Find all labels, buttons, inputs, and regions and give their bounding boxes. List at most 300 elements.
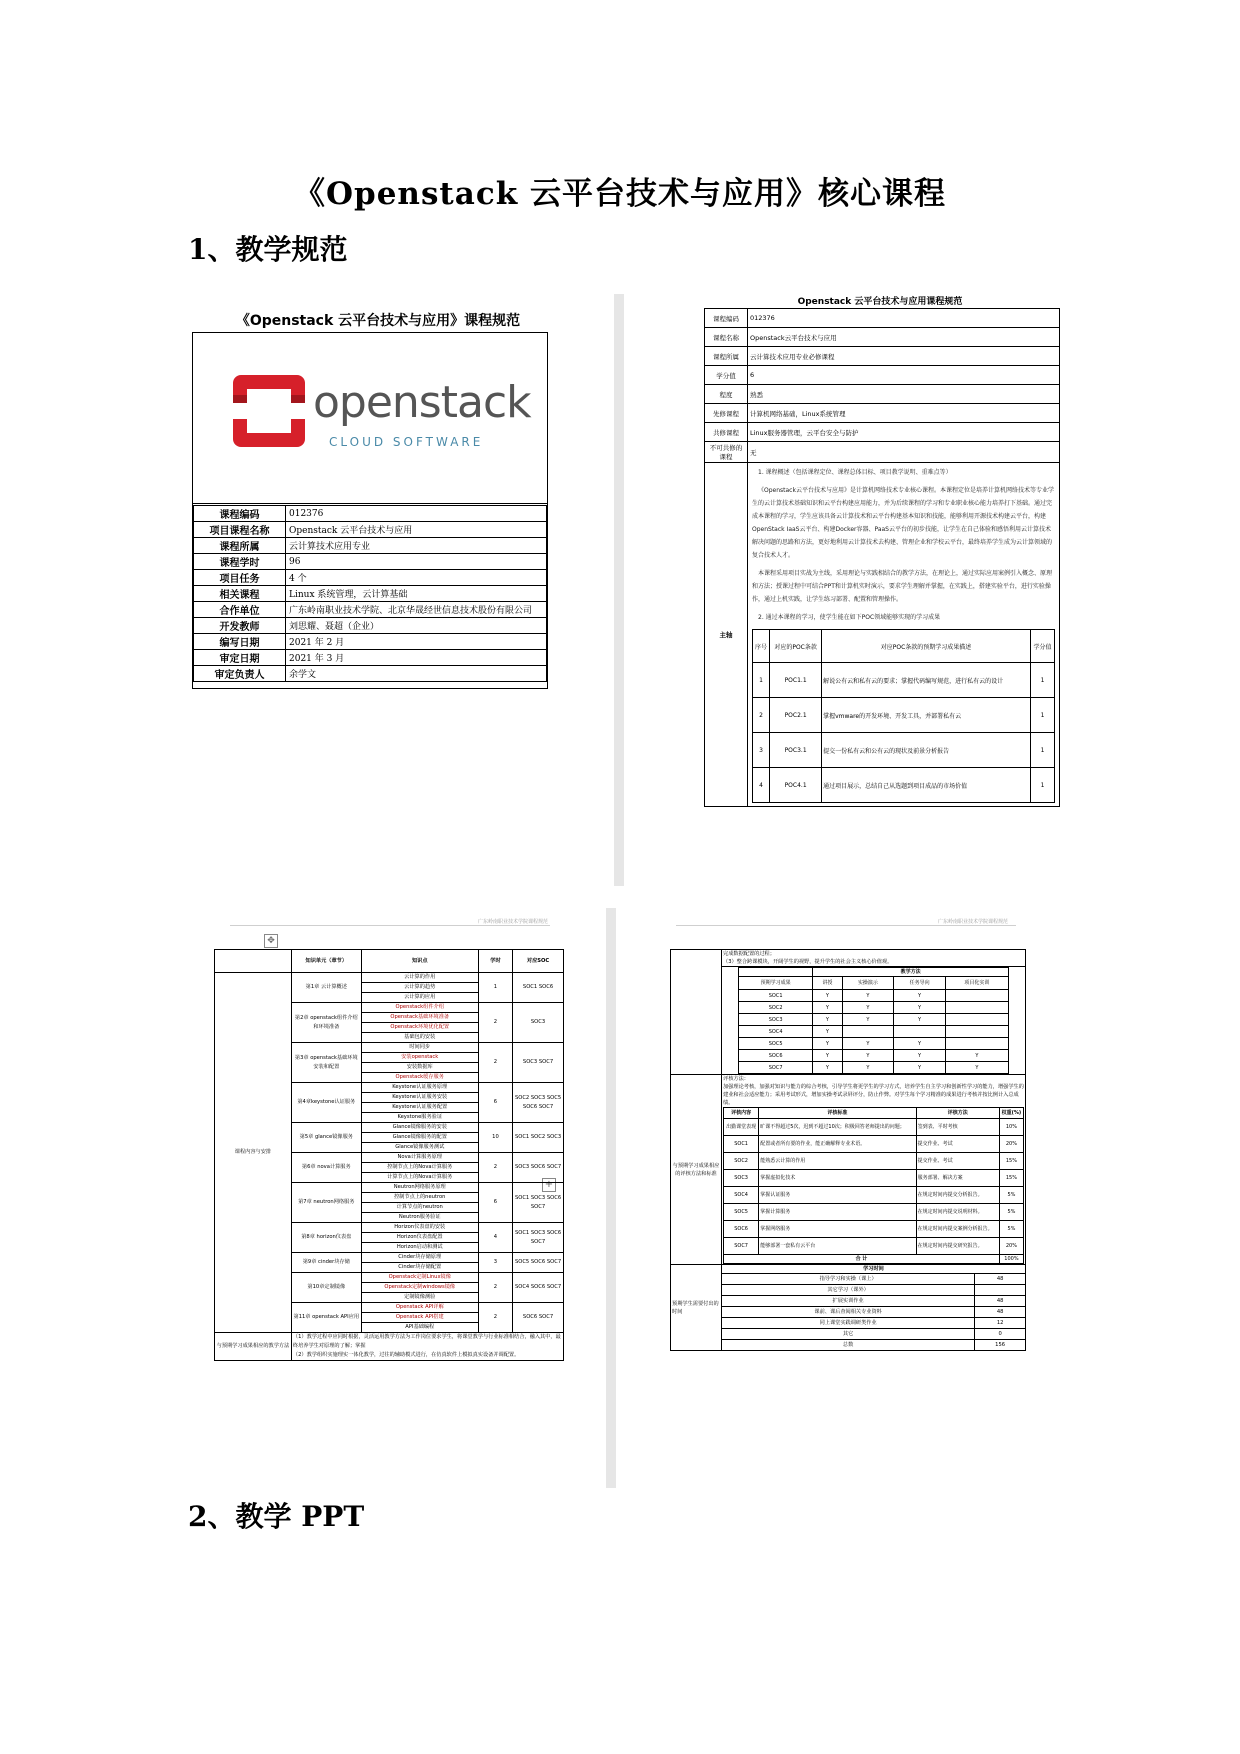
- spec-main-body: [748, 463, 1060, 807]
- spec-value: Linux服务器管理，云平台安全与防护: [748, 423, 1060, 442]
- eval-head-cell: 评核标准: [759, 1108, 916, 1119]
- top-text-line: 完成数据配置的过程；: [723, 951, 775, 957]
- method-data-cell: [945, 1014, 1008, 1026]
- method-data-cell: Y: [813, 1038, 842, 1050]
- spec-row: [705, 385, 1060, 404]
- method-data-cell: Y: [813, 1014, 842, 1026]
- method-data-cell: [842, 1026, 894, 1038]
- schedule-point: Horizon仪表盘的安装: [361, 1223, 478, 1233]
- schedule-point: API基础编程: [361, 1323, 478, 1333]
- eval-data-cell: 5%: [999, 1187, 1023, 1204]
- schedule-point: 云计算的趋势: [361, 983, 478, 993]
- schedule-soc: SOC1 SOC6: [513, 973, 564, 1003]
- spec-main-label: 主轴: [705, 463, 748, 807]
- study-row: [671, 1329, 1026, 1340]
- schedule-hours: 6: [478, 1183, 512, 1223]
- poc-cell: POC1.1: [770, 663, 822, 698]
- method-data-cell: Y: [894, 990, 946, 1002]
- method-data-cell: Y: [842, 1002, 894, 1014]
- study-hours: 156: [975, 1340, 1026, 1351]
- eval-data-cell: 能够部署一套私有云平台: [759, 1238, 916, 1255]
- eval-data-cell: 在规定时间内提交案例分析报告。: [916, 1221, 999, 1238]
- schedule-point: 云计算的应用: [361, 993, 478, 1003]
- eval-data-cell: 5%: [999, 1204, 1023, 1221]
- method-title-row: [739, 968, 1009, 977]
- poc-head-row: [753, 630, 1055, 663]
- spec-row: [705, 423, 1060, 442]
- schedule-unit: 第3章 openstack基础环境安装和配置: [291, 1043, 361, 1083]
- doc3-schedule-image: [212, 915, 568, 1475]
- meta-value: 广东岭南职业技术学院、北京华晟经世信息技术股份有限公司: [286, 602, 547, 618]
- spec-row: [705, 442, 1060, 463]
- method-data-cell: Y: [894, 1062, 946, 1074]
- openstack-logo-text: openstack: [313, 377, 531, 428]
- schedule-hours: 3: [478, 1253, 512, 1273]
- eval-text: 加强理论考核，加强对知识与能力的综合考核，引导学生将更学生的学习方式，培养学生自主学习和创新性学习的能力，增强学生的建业和社会适应能力；采用考试形式，增加实操考试录屏评分，防止作弊。对学生每个学习精准的成果进行考核并按比例计入总成绩。: [723, 1084, 1024, 1106]
- study-hours: 0: [975, 1329, 1026, 1340]
- doc4-assessment-table: [670, 949, 1026, 1351]
- meta-row: [194, 570, 547, 586]
- method-data-cell: [945, 1002, 1008, 1014]
- method-table: [738, 967, 1009, 1074]
- eval-data-row: [724, 1187, 1024, 1204]
- schedule-point: 控制节点上的Nova计算服务: [361, 1163, 478, 1173]
- schedule-point: Keystone认证服务原理: [361, 1083, 478, 1093]
- meta-value: 余学文: [286, 666, 547, 682]
- method-head-cell: 项目化实训: [945, 977, 1008, 990]
- method-data-cell: [945, 1038, 1008, 1050]
- meta-row: [194, 650, 547, 666]
- schedule-point: Neutron服务验证: [361, 1213, 478, 1223]
- method-data-cell: SOC6: [739, 1050, 813, 1062]
- study-item: 同上课堂实践调研类作业: [722, 1318, 975, 1329]
- eval-table: [723, 1107, 1024, 1264]
- poc-cell: 1: [1030, 663, 1054, 698]
- method-data-cell: SOC2: [739, 1002, 813, 1014]
- doc1-meta-table: [193, 505, 547, 682]
- study-hours: 12: [975, 1318, 1026, 1329]
- meta-key: 审定日期: [194, 650, 286, 666]
- spec-key: 共修课程: [705, 423, 748, 442]
- study-row: [671, 1285, 1026, 1296]
- spec-value: Openstack云平台技术与应用: [748, 328, 1060, 347]
- schedule-point: 控制节点上的neutron: [361, 1193, 478, 1203]
- schedule-unit: 第11章 openstack API应用: [291, 1303, 361, 1333]
- schedule-point: Openstack API搭建: [361, 1313, 478, 1323]
- meta-key: 课程所属: [194, 538, 286, 554]
- meta-key: 课程编码: [194, 506, 286, 522]
- spec-paragraph: 2. 通过本课程的学习，使学生能在如下POC领域能够实现的学习成果: [758, 614, 941, 621]
- poc-cell: 4: [753, 768, 770, 803]
- eval-data-cell: 签到表、平时考核: [916, 1119, 999, 1136]
- study-item: 指导学习和实操（课上）: [722, 1274, 975, 1285]
- meta-key: 项目任务: [194, 570, 286, 586]
- schedule-point: 云计算的作用: [361, 973, 478, 983]
- spec-value: 012376: [748, 309, 1060, 328]
- method-data-cell: SOC4: [739, 1026, 813, 1038]
- method-data-cell: SOC3: [739, 1014, 813, 1026]
- poc-cell: 1: [1030, 698, 1054, 733]
- study-hours: 48: [975, 1307, 1026, 1318]
- schedule-side-label: 课程内容与安排: [215, 973, 292, 1333]
- doc2-spec-table: [704, 308, 1060, 807]
- study-side-label: 预期学生需要付出的时间: [671, 1265, 722, 1351]
- top-text-line: （3）整合跨课模块，开阔学生的视野，提升学生的社会主义核心价值观。: [723, 959, 893, 965]
- schedule-soc: SOC1 SOC3 SOC6 SOC7: [513, 1183, 564, 1223]
- header-rule: [676, 925, 1016, 926]
- eval-data-row: [724, 1153, 1024, 1170]
- schedule-unit: 第2章 openstack组件介绍和环境准备: [291, 1003, 361, 1043]
- study-item: 课前、课后查阅相关专业资料: [722, 1307, 975, 1318]
- poc-cell: POC4.1: [770, 768, 822, 803]
- poc-head-cell: 对应的POC条款: [770, 630, 822, 663]
- eval-data-row: [724, 1204, 1024, 1221]
- meta-key: 课程学时: [194, 554, 286, 570]
- method-data-cell: Y: [813, 1062, 842, 1074]
- schedule-point: 定制镜像测验: [361, 1293, 478, 1303]
- schedule-soc: SOC1 SOC2 SOC3: [513, 1123, 564, 1153]
- schedule-unit: 第10章定制镜像: [291, 1273, 361, 1303]
- schedule-point: 时间同步: [361, 1043, 478, 1053]
- spec-value: 无: [748, 442, 1060, 463]
- meta-key: 开发教师: [194, 618, 286, 634]
- schedule-foot-label: 与预期学习成果相应的教学方法: [215, 1333, 292, 1361]
- schedule-hours: 4: [478, 1223, 512, 1253]
- doc3-schedule-table: [214, 949, 564, 1361]
- study-item: 总数: [722, 1340, 975, 1351]
- schedule-point: Keystone认证服务配置: [361, 1103, 478, 1113]
- method-data-row: [739, 1014, 1009, 1026]
- eval-data-cell: 20%: [999, 1238, 1023, 1255]
- schedule-foot-row: [215, 1333, 564, 1361]
- top-text-row: [671, 950, 1026, 967]
- doc1-title: 《Openstack 云平台技术与应用》课程规范: [235, 313, 521, 329]
- poc-row: [753, 663, 1055, 698]
- eval-row: [671, 1075, 1026, 1265]
- schedule-hours: 10: [478, 1123, 512, 1153]
- schedule-hours: 2: [478, 1273, 512, 1303]
- method-data-row: [739, 1050, 1009, 1062]
- method-data-cell: Y: [813, 1002, 842, 1014]
- doc1-box: [192, 332, 548, 689]
- schedule-hours: 1: [478, 973, 512, 1003]
- schedule-unit: 第6章 nova计算服务: [291, 1153, 361, 1183]
- method-data-cell: Y: [842, 1014, 894, 1026]
- blank-cell: [739, 968, 813, 977]
- method-data-row: [739, 1038, 1009, 1050]
- method-head-cell: 讲授: [813, 977, 842, 990]
- doc3-header-note: 广东岭南职业技术学院课程规范: [477, 919, 548, 925]
- study-title: 学习时间: [722, 1265, 1026, 1274]
- eval-data-cell: 在规定时间内提交分析报告。: [916, 1187, 999, 1204]
- method-data-cell: Y: [813, 990, 842, 1002]
- study-item: 其它: [722, 1329, 975, 1340]
- study-item: 其它学习（课外）: [722, 1285, 975, 1296]
- schedule-point: Nova计算服务原理: [361, 1153, 478, 1163]
- poc-cell: 2: [753, 698, 770, 733]
- method-data-cell: SOC7: [739, 1062, 813, 1074]
- schedule-point: Openstack定制windows镜像: [361, 1283, 478, 1293]
- poc-cell: 解说公有云和私有云的要求；掌握代码编写规范，进行私有云的设计: [822, 663, 1031, 698]
- method-head-row: [739, 977, 1009, 990]
- meta-value: 云计算技术应用专业: [286, 538, 547, 554]
- eval-data-cell: 提交作业、考试: [916, 1153, 999, 1170]
- study-row: [671, 1340, 1026, 1351]
- eval-data-cell: 掌握网络服务: [759, 1221, 916, 1238]
- spec-value: 计算机网络基础，Linux系统管理: [748, 404, 1060, 423]
- poc-cell: 掌握vmware的开发环境、开发工具，并部署私有云: [822, 698, 1031, 733]
- method-data-cell: Y: [894, 1050, 946, 1062]
- study-hours: 48: [975, 1274, 1026, 1285]
- method-data-row: [739, 1062, 1009, 1074]
- eval-data-cell: 掌握计算服务: [759, 1204, 916, 1221]
- meta-value: 012376: [286, 506, 547, 522]
- meta-key: 审定负责人: [194, 666, 286, 682]
- schedule-head-cell: 知识点: [361, 950, 478, 973]
- study-hours: [975, 1285, 1026, 1296]
- method-data-cell: Y: [813, 1026, 842, 1038]
- schedule-point: Openstack定制Linux镜像: [361, 1273, 478, 1283]
- poc-cell: 通过项目展示，总结自己从选题到项目成品的市场价值: [822, 768, 1031, 803]
- method-title: 教学方法: [813, 968, 1009, 977]
- eval-data-cell: 20%: [999, 1136, 1023, 1153]
- schedule-soc: SOC5 SOC6 SOC7: [513, 1253, 564, 1273]
- openstack-logo-area: [193, 333, 547, 504]
- schedule-foot-body: [291, 1333, 563, 1361]
- eval-data-cell: SOC2: [724, 1153, 759, 1170]
- method-data-cell: Y: [894, 1002, 946, 1014]
- meta-value: 2021 年 2 月: [286, 634, 547, 650]
- eval-data-cell: 15%: [999, 1153, 1023, 1170]
- poc-cell: 1: [1030, 733, 1054, 768]
- eval-data-cell: SOC5: [724, 1204, 759, 1221]
- eval-total-label: 合 计: [724, 1255, 1000, 1264]
- meta-row: [194, 522, 547, 538]
- method-data-cell: Y: [842, 1038, 894, 1050]
- eval-data-cell: SOC1: [724, 1136, 759, 1153]
- schedule-hours: 2: [478, 1303, 512, 1333]
- eval-total-value: 100%: [999, 1255, 1023, 1264]
- schedule-soc: SOC3: [513, 1003, 564, 1043]
- schedule-hours: 6: [478, 1083, 512, 1123]
- spec-key: 学分值: [705, 366, 748, 385]
- schedule-unit: 第8章 horizon仪表盘: [291, 1223, 361, 1253]
- meta-row: [194, 538, 547, 554]
- meta-value: 4 个: [286, 570, 547, 586]
- meta-value: 刘思耀、聂超（企业）: [286, 618, 547, 634]
- poc-table: [752, 629, 1055, 803]
- meta-row: [194, 618, 547, 634]
- page-gutter-2: [606, 908, 616, 1488]
- study-title-row: [671, 1265, 1026, 1274]
- poc-head-cell: 学分值: [1030, 630, 1054, 663]
- poc-cell: 提交一份私有云和公有云的现状及前景分析报告: [822, 733, 1031, 768]
- schedule-point: 计算节点的neutron: [361, 1203, 478, 1213]
- openstack-logo-subtext: CLOUD SOFTWARE: [329, 435, 484, 449]
- doc2-title: Openstack 云平台技术与应用课程规范: [797, 297, 963, 307]
- meta-key: 项目课程名称: [194, 522, 286, 538]
- eval-total-row: [724, 1255, 1024, 1264]
- method-row: [671, 967, 1026, 1075]
- schedule-foot-line: （1）教学过程中应同时根据，灵活运用教学方法为工作岗位要求学生，将课堂教学与行业标准相结合，融入其中，最终培养学生对原理的了解；掌握: [292, 1334, 561, 1349]
- meta-row: [194, 586, 547, 602]
- eval-data-row: [724, 1119, 1024, 1136]
- study-hours: 48: [975, 1296, 1026, 1307]
- eval-label: 评核方法：: [723, 1076, 749, 1082]
- schedule-point: Keystone服务验证: [361, 1113, 478, 1123]
- spec-paragraph: 《Openstack云平台技术与应用》是计算机网络技术专业核心课程。本课程定位是培养计算机网络技术等专业学生的云计算技术基础知识和云平台构建应用能力，并为后续课程的学习和专业职业核心能力培养打下基础。通过完成本课程的学习，学生应该具备云计算技术和云平台构建基本知识和技能，能够利用开源技术构建云平台，构建OpenStack IaaS云平台、构建Docker容器、PaaS云平台的初步技能，让学生在自己体验和感悟利用云计算技术解决问题的思路和方法，更好地利用云计算技术去构建、管理企业和学校云平台，最终培养学生成为云计算领域的复合技术人才。: [752, 487, 1054, 559]
- spec-key: 不可共修的课程: [705, 442, 748, 463]
- schedule-point: Glance镜像服务的配置: [361, 1133, 478, 1143]
- schedule-foot-line: （2）教学组织实施理实一体化教学，过往的辅助模式进行，在仿真软件上模拟真实设备并调配置。: [292, 1352, 520, 1358]
- eval-data-cell: 服务部署、解决方案: [916, 1170, 999, 1187]
- spec-key: 先修课程: [705, 404, 748, 423]
- schedule-point: Openstack环境优化配置: [361, 1023, 478, 1033]
- method-data-row: [739, 990, 1009, 1002]
- blank-cell: [671, 950, 722, 1075]
- method-data-cell: Y: [842, 990, 894, 1002]
- spec-row: [705, 309, 1060, 328]
- schedule-soc: SOC3 SOC6 SOC7: [513, 1153, 564, 1183]
- meta-value: 96: [286, 554, 547, 570]
- eval-data-cell: 5%: [999, 1221, 1023, 1238]
- schedule-point: Glance镜像服务的安装: [361, 1123, 478, 1133]
- schedule-point: Horizon仪表盘配置: [361, 1233, 478, 1243]
- schedule-point: Openstack组件介绍: [361, 1003, 478, 1013]
- schedule-point: Openstack API详解: [361, 1303, 478, 1313]
- meta-key: 相关课程: [194, 586, 286, 602]
- method-data-cell: [945, 1026, 1008, 1038]
- eval-data-cell: 出勤课堂表现: [724, 1119, 759, 1136]
- schedule-hours: 2: [478, 1043, 512, 1083]
- doc4-header-note: 广东岭南职业技术学院课程规范: [937, 919, 1008, 925]
- schedule-point: Cinder块存储原理: [361, 1253, 478, 1263]
- eval-data-cell: 提交作业、考试: [916, 1136, 999, 1153]
- spec-paragraph: 1. 课程概述（包括课程定位、课程总体目标、项目教学说明、重难点等）: [758, 469, 952, 476]
- method-data-row: [739, 1002, 1009, 1014]
- schedule-soc: SOC2 SOC3 SOC5 SOC6 SOC7: [513, 1083, 564, 1123]
- method-head-cell: 实操演示: [842, 977, 894, 990]
- schedule-point: Keystone认证服务安装: [361, 1093, 478, 1103]
- eval-data-cell: 掌握认证服务: [759, 1187, 916, 1204]
- schedule-point: Horizon启动和测试: [361, 1243, 478, 1253]
- schedule-point: 安装openstack: [361, 1053, 478, 1063]
- schedule-unit: 第9章 cinder块存储: [291, 1253, 361, 1273]
- method-cell: [722, 967, 1026, 1075]
- spec-row: [705, 404, 1060, 423]
- eval-head-row: [724, 1108, 1024, 1119]
- schedule-unit: 第5章 glance镜像服务: [291, 1123, 361, 1153]
- spec-key: 课程所属: [705, 347, 748, 366]
- meta-row: [194, 602, 547, 618]
- spec-value: 云计算技术应用专业必修课程: [748, 347, 1060, 366]
- eval-cell: [722, 1075, 1026, 1265]
- section-heading-ppt: 2、教学 PPT: [188, 1500, 365, 1533]
- eval-data-row: [724, 1170, 1024, 1187]
- eval-data-cell: 能熟悉云计算的作用: [759, 1153, 916, 1170]
- poc-head-cell: 序号: [753, 630, 770, 663]
- schedule-point: Neutron网络服务原理: [361, 1183, 478, 1193]
- eval-head-cell: 评核内容: [724, 1108, 759, 1119]
- study-row: [671, 1296, 1026, 1307]
- spec-row: [705, 328, 1060, 347]
- schedule-point: Openstack基础环境准备: [361, 1013, 478, 1023]
- method-data-row: [739, 1026, 1009, 1038]
- method-data-cell: Y: [945, 1062, 1008, 1074]
- spec-paragraph: 本课程采用项目实战为主线，采用理论与实践相结合的教学方法，在理论上，通过实际应用案例引入概念、原理和方法；授课过程中可结合PPT和计算机实时演示，要求学生理解并掌握，在实践上，搭建实验平台，进行实验操作，通过上机实践，让学生练习部署、配置和管理操作。: [752, 570, 1053, 603]
- poc-cell: 1: [1030, 768, 1054, 803]
- schedule-point: 计算节点上的Nova计算服务: [361, 1173, 478, 1183]
- schedule-soc: SOC6 SOC7: [513, 1303, 564, 1333]
- eval-data-cell: SOC4: [724, 1187, 759, 1204]
- schedule-soc: SOC4 SOC6 SOC7: [513, 1273, 564, 1303]
- schedule-unit: 第4章keystone认证服务: [291, 1083, 361, 1123]
- eval-data-cell: SOC7: [724, 1238, 759, 1255]
- eval-head-cell: 权重(%): [999, 1108, 1023, 1119]
- eval-data-cell: 掌握虚拟化技术: [759, 1170, 916, 1187]
- section-heading-teaching-spec: 1、教学规范: [188, 233, 348, 266]
- spec-key: 课程名称: [705, 328, 748, 347]
- method-data-cell: Y: [945, 1050, 1008, 1062]
- spec-main-row: [705, 463, 1060, 807]
- eval-data-cell: 在规定时间内提交说明材料。: [916, 1204, 999, 1221]
- eval-side-label: 与预期学习成果相应的评核方法和标准: [671, 1075, 722, 1265]
- spec-value: 6: [748, 366, 1060, 385]
- poc-row: [753, 698, 1055, 733]
- add-row-icon[interactable]: +: [542, 1178, 556, 1192]
- meta-key: 合作单位: [194, 602, 286, 618]
- study-row: [671, 1274, 1026, 1285]
- study-item: 扩展实训作业: [722, 1296, 975, 1307]
- schedule-hours: 2: [478, 1003, 512, 1043]
- schedule-point: Glance镜像服务测试: [361, 1143, 478, 1153]
- page-title: 《Openstack 云平台技术与应用》核心课程: [294, 176, 946, 212]
- blank-cell: [215, 950, 292, 973]
- eval-data-cell: 配置或者所有要的作业，能正确解释专业术语。: [759, 1136, 916, 1153]
- schedule-unit: 第7章 neutron网络服务: [291, 1183, 361, 1223]
- poc-cell: POC3.1: [770, 733, 822, 768]
- study-row: [671, 1307, 1026, 1318]
- meta-row: [194, 554, 547, 570]
- schedule-head-cell: 知识单元（章节）: [291, 950, 361, 973]
- method-data-cell: SOC1: [739, 990, 813, 1002]
- schedule-soc: SOC3 SOC7: [513, 1043, 564, 1083]
- study-row: [671, 1318, 1026, 1329]
- eval-data-row: [724, 1136, 1024, 1153]
- method-data-cell: Y: [813, 1050, 842, 1062]
- poc-head-cell: 对应POC条款的预期学习成果描述: [822, 630, 1031, 663]
- method-head-cell: 任务导向: [894, 977, 946, 990]
- meta-key: 编写日期: [194, 634, 286, 650]
- meta-row: [194, 666, 547, 682]
- eval-data-cell: SOC3: [724, 1170, 759, 1187]
- method-data-cell: [945, 990, 1008, 1002]
- poc-row: [753, 768, 1055, 803]
- schedule-unit: 第1章 云计算概述: [291, 973, 361, 1003]
- poc-row: [753, 733, 1055, 768]
- method-data-cell: Y: [894, 1038, 946, 1050]
- poc-cell: 3: [753, 733, 770, 768]
- spec-row: [705, 347, 1060, 366]
- method-data-cell: SOC5: [739, 1038, 813, 1050]
- poc-cell: 1: [753, 663, 770, 698]
- eval-data-row: [724, 1238, 1024, 1255]
- meta-value: Openstack 云平台技术与应用: [286, 522, 547, 538]
- schedule-hours: 2: [478, 1153, 512, 1183]
- eval-data-cell: 旷课不得超过5次，迟到不超过10次；积极回答老师提出的问题；: [759, 1119, 916, 1136]
- move-handle-icon[interactable]: ✥: [264, 934, 278, 948]
- spec-key: 课程编码: [705, 309, 748, 328]
